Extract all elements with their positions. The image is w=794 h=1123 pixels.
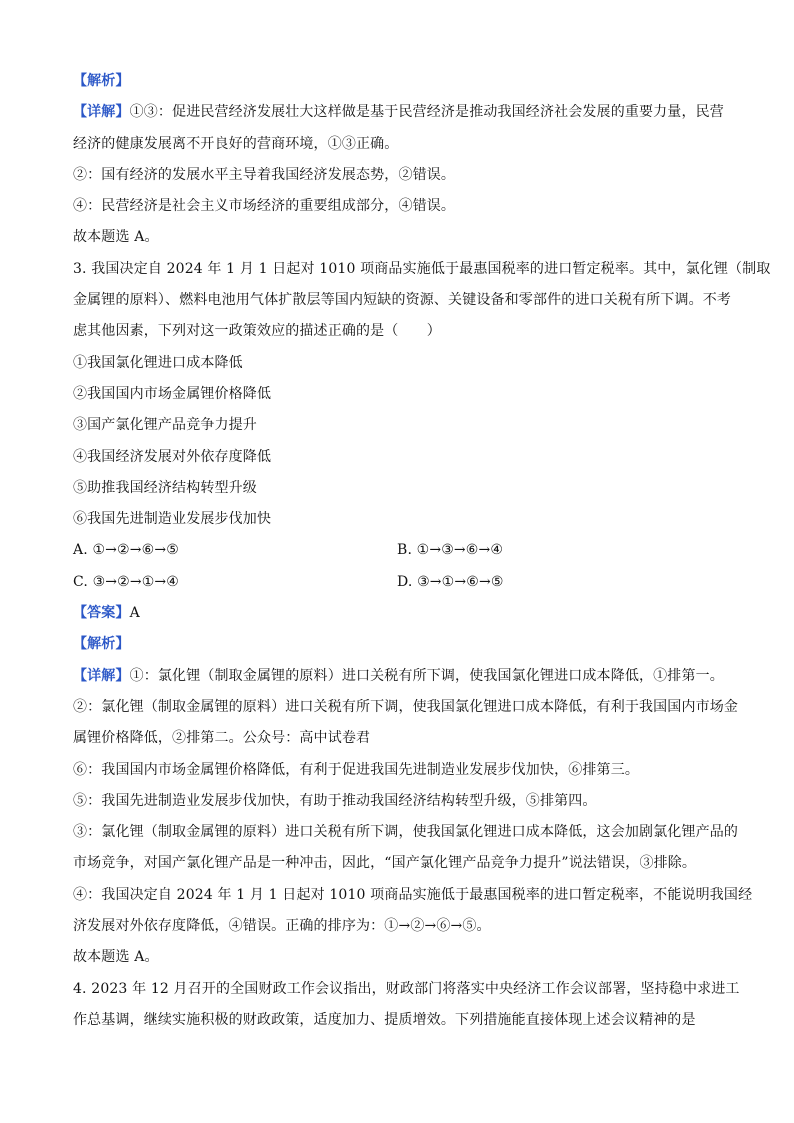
q3-answer-line: [73, 598, 721, 629]
q2-detail-line-3: ②：国有经济的发展水平主导着我国经济发展态势，②错误。: [73, 166, 456, 183]
q3-detail-line-1: [73, 661, 724, 692]
q3-option-c: C. ③→②→①→④: [73, 573, 180, 590]
q2-analysis-tag: 【解析】: [73, 73, 130, 89]
q3-detail-line-6: ③：氯化锂（制取金属锂的原料）进口关税有所下调，使我国氯化锂进口成本降低，这会加剧氯化锂产品的: [73, 824, 739, 841]
q2-detail-line-4: ④：民营经济是社会主义市场经济的重要组成部分，④错误。: [73, 198, 456, 215]
q3-item-4: ④我国经济发展对外依存度降低: [73, 448, 272, 465]
q3-item-2: ②我国国内市场金属锂价格降低: [73, 385, 272, 402]
q2-detail-tag: 【详解】: [73, 104, 130, 121]
q4-stem-line-2: 作总基调，继续实施积极的财政政策，适度加力、提质增效。下列措施能直接体现上述会议精神的是: [73, 1011, 696, 1028]
q3-detail-line-4: ⑥：我国国内市场金属锂价格降低，有利于促进我国先进制造业发展步伐加快，⑥排第三。: [73, 761, 639, 778]
q3-item-5: ⑤助推我国经济结构转型升级: [73, 479, 257, 496]
q2-conclusion: 故本题选 A。: [73, 229, 159, 246]
q3-analysis-heading: [73, 629, 721, 660]
q3-option-d: D. ③→①→⑥→⑤: [397, 573, 504, 590]
q3-options-row-2: [73, 567, 721, 598]
q3-item-6: ⑥我国先进制造业发展步伐加快: [73, 511, 272, 528]
q2-detail-line-1: [73, 97, 724, 128]
q4-stem-line-1: 4. 2023 年 12 月召开的全国财政工作会议指出，财政部门将落实中央经济工作会议部署，坚持稳中求进工: [73, 980, 740, 997]
q3-item-3: ③国产氯化锂产品竞争力提升: [73, 417, 257, 434]
q3-option-a: A. ①→②→⑥→⑤: [73, 542, 179, 559]
q2-detail-line-2: 经济的健康发展离不开良好的营商环境，①③正确。: [73, 135, 399, 152]
q3-detail-line-5: ⑤：我国先进制造业发展步伐加快，有助于推动我国经济结构转型升级，⑤排第四。: [73, 792, 597, 809]
q3-answer-value: A: [129, 605, 140, 622]
q3-conclusion: 故本题选 A。: [73, 949, 159, 966]
q3-detail-line-9: 济发展对外依存度降低，④错误。正确的排序为：①→②→⑥→⑤。: [73, 918, 491, 935]
document-page: [73, 66, 771, 1036]
q3-options-row-1: [73, 535, 721, 566]
q2-analysis-heading: [73, 66, 721, 97]
q3-answer-tag: 【答案】: [73, 605, 130, 622]
q3-detail-text: ①：氯化锂（制取金属锂的原料）进口关税有所下调，使我国氯化锂进口成本降低，①排第一。: [129, 667, 724, 684]
q3-option-b: B. ①→③→⑥→④: [397, 542, 504, 559]
q3-detail-line-7: 市场竞争，对国产氯化锂产品是一种冲击，因此，“国产氯化锂产品竞争力提升”说法错误，③排除。: [73, 855, 697, 872]
q3-detail-line-3: 属锂价格降低，②排第二。公众号：高中试卷君: [73, 730, 371, 747]
q2-detail-text: ①③：促进民营经济发展壮大这样做是基于民营经济是推动我国经济社会发展的重要力量，民营: [129, 104, 724, 121]
q3-detail-line-8: ④：我国决定自 2024 年 1 月 1 日起对 1010 项商品实施低于最惠国税率的进口暂定税率，不能说明我国经: [73, 886, 753, 903]
q3-detail-line-2: ②：氯化锂（制取金属锂的原料）进口关税有所下调，使我国氯化锂进口成本降低，有利于我国国内市场金: [73, 698, 739, 715]
q3-stem-line-2: 金属锂的原料）、燃料电池用气体扩散层等国内短缺的资源、关键设备和零部件的进口关税有所下调。不考: [73, 292, 732, 309]
q3-detail-tag: 【详解】: [73, 667, 130, 684]
q3-stem-line-3: 虑其他因素，下列对这一政策效应的描述正确的是（ ）: [73, 323, 441, 340]
q3-stem-line-1: 3. 我国决定自 2024 年 1 月 1 日起对 1010 项商品实施低于最惠国税率的进口暂定税率。其中，氯化锂（制取: [73, 260, 771, 277]
q3-analysis-tag: 【解析】: [73, 636, 130, 653]
q3-item-1: ①我国氯化锂进口成本降低: [73, 354, 243, 371]
